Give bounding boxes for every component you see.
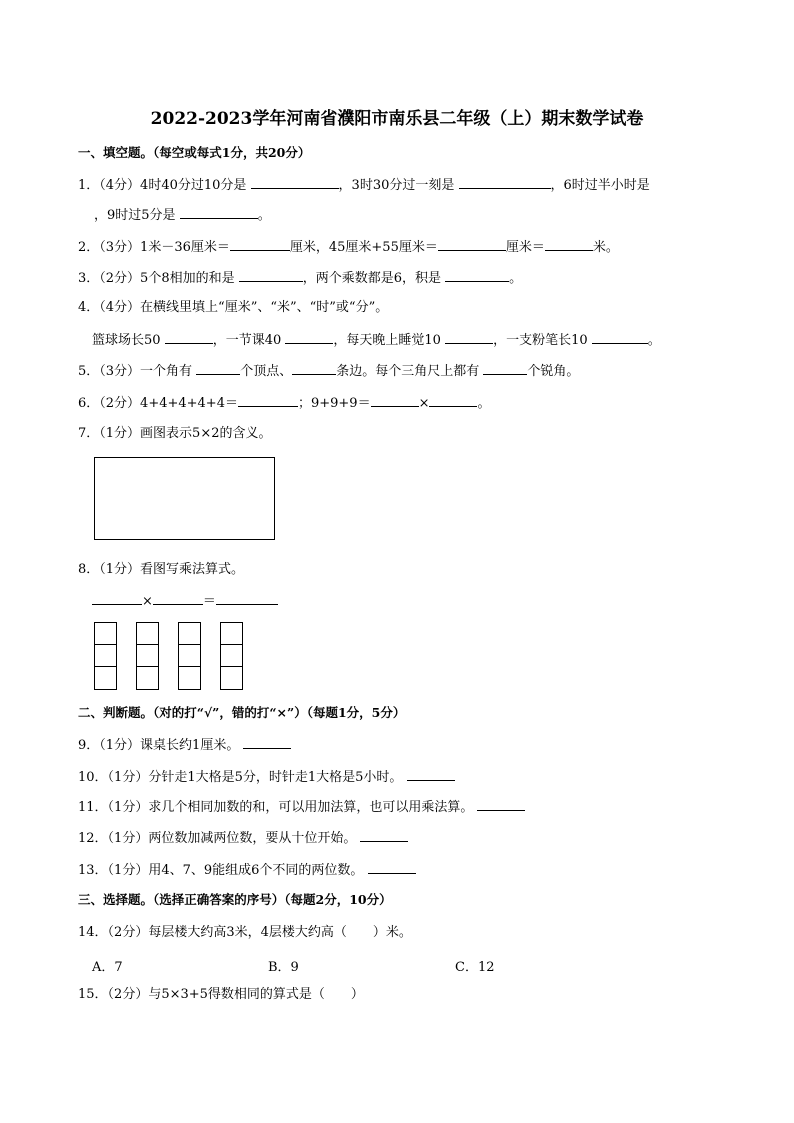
- answer-blank[interactable]: [292, 361, 336, 375]
- answer-blank[interactable]: [371, 393, 419, 407]
- q4-text-a: 篮球场长50: [92, 333, 161, 348]
- q3-text-a: 3．（2分）5个8相加的和是: [78, 271, 235, 286]
- q1-text-c: ，6时过半小时是: [550, 178, 650, 193]
- question-10: [78, 767, 455, 787]
- answer-blank[interactable]: [238, 393, 298, 407]
- question-4: 4．（4分）在横线里填上“厘米”、“米”、“时”或“分”。: [78, 300, 389, 315]
- q2-text-b: 厘米，45厘米+55厘米＝: [289, 240, 438, 255]
- answer-blank[interactable]: [360, 828, 408, 842]
- section-heading-multiple-choice: 三、选择题。（选择正确答案的序号）（每题2分，10分）: [78, 892, 392, 907]
- q3-text-c: 。: [509, 271, 523, 286]
- q6-text-b: ；9+9+9＝: [297, 396, 371, 411]
- answer-blank[interactable]: [251, 175, 339, 189]
- answer-blank[interactable]: [483, 361, 527, 375]
- answer-blank[interactable]: [438, 237, 506, 251]
- answer-blank[interactable]: [230, 237, 290, 251]
- answer-blank[interactable]: [459, 175, 551, 189]
- block-column: [136, 622, 159, 690]
- q11-text: 11．（1分）求几个相同加数的和，可以用加法算，也可以用乘法算。: [78, 800, 474, 815]
- question-6: [78, 393, 491, 413]
- section-heading-fill-blank: 一、填空题。（每空或每式1分，共20分）: [78, 145, 311, 160]
- q5-text-b: 个顶点、: [240, 364, 293, 379]
- question-11: [78, 797, 525, 817]
- option-b[interactable]: B．9: [268, 960, 299, 975]
- q4-text-e: 。: [647, 333, 661, 348]
- q13-text: 13．（1分）用4、7、9能组成6个不同的两位数。: [78, 863, 364, 878]
- q1-text-e: 。: [257, 208, 271, 223]
- answer-blank[interactable]: [445, 268, 509, 282]
- q5-text-c: 条边。每个三角尺上都有: [336, 364, 480, 379]
- answer-blank[interactable]: [216, 591, 278, 605]
- option-c[interactable]: C．12: [455, 960, 495, 975]
- question-4-blanks: [92, 330, 661, 350]
- times-sign: ×: [142, 594, 153, 609]
- question-14: 14．（2分）每层楼大约高3米，4层楼大约高（ ）米。: [78, 925, 412, 940]
- equals-sign: ＝: [202, 594, 216, 609]
- answer-blank[interactable]: [239, 268, 303, 282]
- q8-equation: [92, 591, 278, 611]
- q12-text: 12．（1分）两位数加减两位数，要从十位开始。: [78, 831, 357, 846]
- q5-text-d: 个锐角。: [527, 364, 580, 379]
- question-9: [78, 735, 291, 755]
- answer-blank[interactable]: [368, 860, 416, 874]
- question-12: [78, 828, 408, 848]
- option-a[interactable]: A．7: [92, 960, 123, 975]
- page-title: 2022-2023学年河南省濮阳市南乐县二年级（上）期末数学试卷: [150, 109, 644, 129]
- q2-text-a: 2．（3分）1米－36厘米＝: [78, 240, 230, 255]
- answer-blank[interactable]: [243, 735, 291, 749]
- question-15: 15．（2分）与5×3+5得数相同的算式是（ ）: [78, 987, 364, 1002]
- q9-text: 9．（1分）课桌长约1厘米。: [78, 738, 240, 753]
- section-heading-true-false: 二、判断题。（对的打“√”，错的打“×”）（每题1分，5分）: [78, 705, 406, 720]
- answer-blank[interactable]: [180, 205, 258, 219]
- q4-text-b: ，一节课40: [212, 333, 282, 348]
- q1-text-d: ，9时过5分是: [94, 208, 176, 223]
- q5-text-a: 5．（3分）一个角有: [78, 364, 193, 379]
- q4-text-c: ，每天晚上睡觉10: [333, 333, 441, 348]
- q6-text-a: 6．（2分）4+4+4+4+4＝: [78, 396, 238, 411]
- block-column: [94, 622, 117, 690]
- answer-blank[interactable]: [429, 393, 477, 407]
- answer-blank[interactable]: [592, 330, 648, 344]
- question-7: 7．（1分）画图表示5×2的含义。: [78, 426, 272, 441]
- answer-blank[interactable]: [285, 330, 333, 344]
- answer-blank[interactable]: [165, 330, 213, 344]
- answer-blank[interactable]: [153, 591, 203, 605]
- question-3: [78, 268, 522, 288]
- block-column: [178, 622, 201, 690]
- question-13: [78, 860, 416, 880]
- answer-blank[interactable]: [445, 330, 493, 344]
- q6-text-d: 。: [477, 396, 491, 411]
- question-8: 8．（1分）看图写乘法算式。: [78, 562, 245, 577]
- question-2: [78, 237, 619, 257]
- question-5: [78, 361, 579, 381]
- q2-text-d: 米。: [592, 240, 619, 255]
- q6-text-c: ×: [418, 396, 430, 411]
- q1-text-a: 1．（4分）4时40分过10分是: [78, 178, 247, 193]
- q1-text-b: ，3时30分过一刻是: [338, 178, 455, 193]
- answer-blank[interactable]: [92, 591, 142, 605]
- q10-text: 10．（1分）分针走1大格是5分，时针走1大格是5小时。: [78, 770, 403, 785]
- answer-blank[interactable]: [545, 237, 593, 251]
- drawing-area[interactable]: [94, 457, 275, 540]
- q4-text-d: ，一支粉笔长10: [493, 333, 588, 348]
- question-1-cont: [94, 205, 271, 225]
- answer-blank[interactable]: [407, 767, 455, 781]
- block-column: [220, 622, 243, 690]
- answer-blank[interactable]: [477, 797, 525, 811]
- answer-blank[interactable]: [196, 361, 240, 375]
- q2-text-c: 厘米＝: [505, 240, 545, 255]
- question-1: [78, 175, 650, 195]
- q3-text-b: ，两个乘数都是6，积是: [302, 271, 442, 286]
